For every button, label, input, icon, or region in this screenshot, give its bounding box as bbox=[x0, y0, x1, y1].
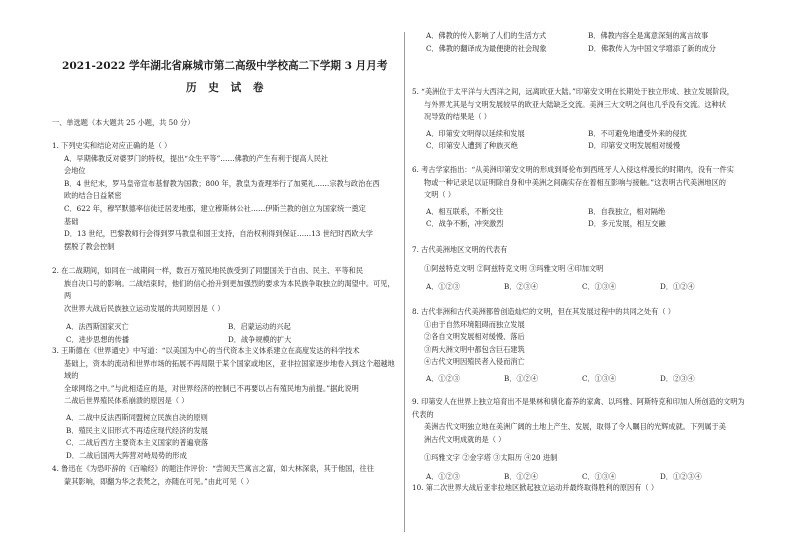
q2-option-d: D．战争规模的扩大 bbox=[228, 334, 292, 344]
q1-option-a-cont: 会地位 bbox=[64, 166, 86, 176]
q3-line-2: 基础上，资本的流动和世界市场的拓展不再局限于某个国家或地区，亚非拉国家逐步地卷入到这个超越地域的 bbox=[64, 358, 395, 381]
question-1 bbox=[52, 140, 398, 253]
q1-option-d-cont: 摆脱了教会控制 bbox=[64, 241, 115, 251]
q3-option-d: D．二战后国两大阵营对峙局势的形成 bbox=[66, 450, 187, 460]
q7-option-b: B．②③④ bbox=[504, 282, 539, 292]
q6-line-1: 6. 考古学家指出：“从美洲印第安文明的形成到哥伦布到西班牙人入侵这样漫长的时期内，没有一件实 bbox=[412, 165, 734, 174]
question-2 bbox=[52, 265, 398, 347]
q8-option-d: D．②③④ bbox=[660, 373, 695, 383]
q5-option-c: C．印第安人遭到了种族灭绝 bbox=[426, 141, 518, 151]
q1-option-b: B．4 世纪末，罗马皇帝宣布基督教为国教；800 年，教皇为查理举行了加冕礼……宗教与政治在西 bbox=[64, 178, 380, 188]
q8-item-3: ③两大洲文明中都包含巨石建筑 bbox=[424, 344, 525, 354]
q7-stem: 7. 古代美洲地区文明的代表有 bbox=[412, 245, 508, 254]
question-9 bbox=[412, 396, 750, 484]
q8-option-a: A．①②③ bbox=[426, 373, 460, 383]
section-heading bbox=[52, 117, 398, 130]
q4-option-b: B．佛教内容全是寓意深刻的寓言故事 bbox=[588, 31, 709, 40]
q7-option-c: C．①③④ bbox=[582, 282, 617, 292]
q2-option-b: B．启蒙运动的兴起 bbox=[228, 322, 291, 332]
q1-option-c: C．622 年，穆罕默德率信徒迁居麦地那，建立穆斯林公社……伊斯兰教的创立为国家统一奠定 bbox=[64, 203, 366, 213]
q2-line-2: 族自决口号的影响。二战结束时，他们的信心抬升到更加强烈的要求为本民族争取独立的渴望中。可见，两 bbox=[64, 278, 395, 301]
q3-line-1: 3. 王斯德在《世界通史》中写道：“以美国为中心的当代资本主义体系建立在高度发达的科学技术 bbox=[52, 346, 360, 355]
q8-option-b: B．①②④ bbox=[504, 373, 539, 383]
q1-stem: 1. 下列史实和结论对应正确的是（ ） bbox=[52, 141, 172, 150]
q9-line-3: 洲古代文明成就的是（ ） bbox=[424, 434, 506, 444]
q8-option-c: C．①③④ bbox=[582, 373, 617, 383]
q6-line-3: 文明（ ） bbox=[424, 190, 456, 200]
q5-line-1: 5. “美洲位于太平洋与大西洋之间，远离欧亚大陆。”印第安文明在长期处于独立形成、独立发展阶段， bbox=[412, 87, 734, 96]
q6-option-c: C．战争不断，冲突激烈 bbox=[426, 219, 504, 229]
exam-subject: 历 史 试 卷 bbox=[186, 82, 268, 94]
q9-option-d: D．①②③④ bbox=[660, 471, 702, 481]
question-8 bbox=[412, 306, 750, 386]
q1-option-b-cont: 欧的结合日益紧密 bbox=[64, 191, 122, 201]
q4-line-2: 蒙其影响，即翻为华之表梵之，亦随在可见。”由此可见（ ） bbox=[64, 476, 254, 486]
q2-option-c: C．进步思想的传播 bbox=[66, 334, 130, 344]
q5-line-3: 况导致的结果是（ ） bbox=[424, 112, 491, 122]
q4-option-a: A．佛教的传入影响了人们的生活方式 bbox=[426, 31, 547, 40]
q4-option-c: C．佛教的翻译成为最便捷的社会现象 bbox=[426, 43, 547, 53]
q7-option-a: A．①②③ bbox=[426, 282, 460, 292]
q7-items: ①阿兹特克文明 ②阿兹特克文明 ③玛雅文明 ④印加文明 bbox=[424, 263, 604, 273]
q9-line-1: 9. 印第安人在世界上独立培育出不是果林和驯化畜养的家禽、以玛雅、阿斯特克和印加人所创造的文明为代表的 bbox=[412, 397, 745, 419]
question-10 bbox=[412, 482, 750, 495]
q4-line-1: 4. 鲁迅在《为恐吓辞的《百喻经》的题注作评价：“尝阅天竺寓言之富，如大林深泉，其于他国，往往 bbox=[52, 464, 374, 473]
q9-option-b: B．①②④ bbox=[504, 471, 539, 481]
q8-item-2: ②各自文明发展相对缓慢、落后 bbox=[424, 332, 525, 342]
q1-option-a: A．早期佛教反对婆罗门的特权，提出“众生平等”……佛教的产生有利于提高人民社 bbox=[64, 153, 329, 163]
exam-title: 2021-2022 学年湖北省麻城市第二高级中学校高二下学期 3 月月考 bbox=[62, 60, 388, 72]
q6-line-2: 物或一种记录足以证明除自身和中美洲之间确实存在着相互影响与接触。”这表明古代美洲地区的 bbox=[424, 177, 726, 187]
q1-option-c-cont: 基础 bbox=[64, 216, 79, 226]
q8-item-1: ①由于自然环境阻碍而独立发展 bbox=[424, 319, 525, 329]
q8-stem: 8. 古代非洲和古代美洲都曾创造灿烂的文明，但在其发展过程中的共同之处有（ ） bbox=[412, 307, 675, 316]
question-4-options bbox=[412, 30, 750, 55]
q9-option-a: A．①②③ bbox=[426, 471, 460, 481]
question-4 bbox=[52, 463, 398, 488]
q9-line-2: 美洲古代文明独立地在美洲广阔的土地上产生、发展，取得了令人瞩目的光辉成就。下列属于美 bbox=[424, 422, 726, 432]
column-divider bbox=[404, 32, 405, 532]
q6-option-b: B．自我独立，相对隔绝 bbox=[588, 206, 666, 216]
question-7 bbox=[412, 244, 750, 294]
q4-option-d: D．佛教传入为中国文学增添了新的成分 bbox=[588, 43, 716, 53]
q9-items: ①玛雅文字 ②金字塔 ③太阳历 ④20 进制 bbox=[424, 453, 558, 463]
question-5 bbox=[412, 86, 750, 153]
q6-option-a: A．相互联系，不断交往 bbox=[426, 206, 504, 216]
q6-option-d: D．多元发展，相互交融 bbox=[588, 219, 666, 229]
q9-option-c: C．①③④ bbox=[582, 471, 617, 481]
section-heading-text: 一、单选题（本大题共 25 小题，共 50 分） bbox=[52, 118, 195, 127]
q8-item-4: ④古代文明因殖民者入侵而消亡 bbox=[424, 357, 525, 367]
q3-option-a: A．二战中反法西斯同盟树立民族自决的原则 bbox=[66, 412, 208, 422]
q3-line-3: 全球网络之中。”与此相适应的是，对世界经济的控制已不再要以占有殖民地为前提。”据此说明 bbox=[64, 383, 359, 393]
q5-line-2: 与外界尤其是与文明发展较早的欧亚大陆缺乏交流。美洲三大文明之间也几乎没有交流。这种状 bbox=[424, 99, 726, 109]
q5-option-d: D．印第安文明发展相对缓慢 bbox=[588, 141, 681, 151]
q5-option-a: A．印第安文明得以延续和发展 bbox=[426, 128, 525, 138]
q3-line-4: 二战后世界殖民体系崩溃的原因是（ ） bbox=[64, 396, 189, 406]
q3-option-c: C．二战后西方主要资本主义国家的普遍衰落 bbox=[66, 438, 209, 448]
q2-line-3: 次世界大战后民族独立运动发展的共同原因是（ ） bbox=[64, 303, 225, 313]
question-3 bbox=[52, 345, 398, 462]
q7-option-d: D．①②④ bbox=[660, 282, 695, 292]
q1-option-d: D．13 世纪，巴黎教师行会得到罗马教皇和国王支持，自治权利得到保证……13 世纪时西欧大学 bbox=[64, 229, 373, 239]
q2-line-1: 2. 在二战期间，如同在一战期间一样，数百万殖民地民族受到了同盟国关于自由、民主、平等和民 bbox=[52, 266, 364, 275]
q10-stem: 10. 第二次世界大战后亚非拉地区掀起独立运动并最终取得胜利的原因有（ ） bbox=[412, 483, 659, 492]
question-6 bbox=[412, 164, 750, 231]
q5-option-b: B．不可避免地遭受外来的侵扰 bbox=[588, 128, 687, 138]
q3-option-b: B．殖民主义旧形式不再适应现代经济的发展 bbox=[66, 425, 208, 435]
q2-option-a: A．法西斯国家灭亡 bbox=[66, 322, 129, 332]
